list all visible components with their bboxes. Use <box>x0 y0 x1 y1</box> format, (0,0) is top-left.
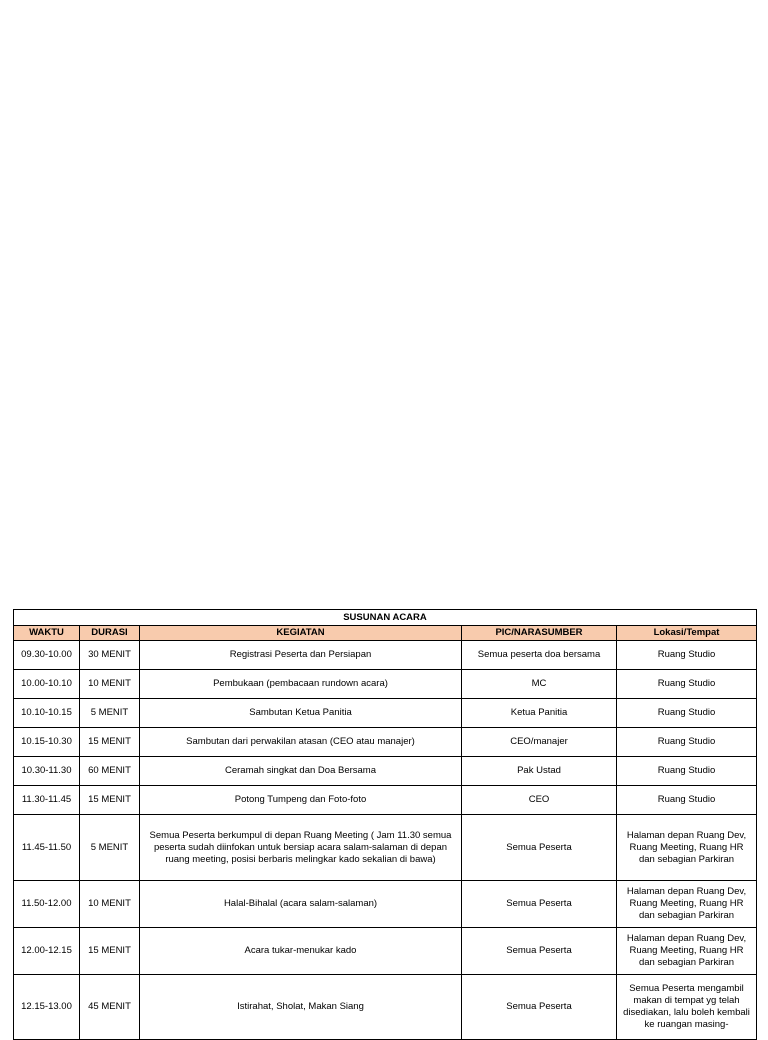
cell-durasi: 5 MENIT <box>80 699 140 728</box>
cell-pic: Semua Peserta <box>462 881 617 928</box>
cell-durasi: 15 MENIT <box>80 928 140 975</box>
cell-durasi: 5 MENIT <box>80 815 140 881</box>
table-row <box>14 728 757 757</box>
cell-kegiatan: Potong Tumpeng dan Foto-foto <box>140 786 462 815</box>
cell-waktu: 12.15-13.00 <box>14 975 80 1040</box>
cell-lokasi: Semua Peserta mengambil makan di tempat yg telah disediakan, lalu boleh kembali ke ruangan masing- <box>617 975 757 1040</box>
cell-durasi: 15 MENIT <box>80 728 140 757</box>
table-row <box>14 699 757 728</box>
cell-lokasi: Ruang Studio <box>617 641 757 670</box>
table-row <box>14 928 757 975</box>
schedule-table <box>13 609 757 1040</box>
cell-waktu: 09.30-10.00 <box>14 641 80 670</box>
header-waktu: WAKTU <box>14 626 80 641</box>
cell-waktu: 10.00-10.10 <box>14 670 80 699</box>
cell-kegiatan: Semua Peserta berkumpul di depan Ruang Meeting ( Jam 11.30 semua peserta sudah diinfokan untuk bersiap acara salam-salaman di depan ruang meeting, posisi berbaris melingkar kado sekalian di bawa) <box>140 815 462 881</box>
cell-pic: MC <box>462 670 617 699</box>
header-durasi: DURASI <box>80 626 140 641</box>
cell-waktu: 10.15-10.30 <box>14 728 80 757</box>
cell-lokasi: Ruang Studio <box>617 670 757 699</box>
cell-lokasi: Ruang Studio <box>617 786 757 815</box>
cell-kegiatan: Acara tukar-menukar kado <box>140 928 462 975</box>
cell-pic: Semua Peserta <box>462 815 617 881</box>
cell-durasi: 10 MENIT <box>80 881 140 928</box>
table-title-row <box>14 610 757 626</box>
cell-pic: Semua Peserta <box>462 928 617 975</box>
table-row <box>14 757 757 786</box>
table-row <box>14 670 757 699</box>
cell-kegiatan: Ceramah singkat dan Doa Bersama <box>140 757 462 786</box>
cell-durasi: 15 MENIT <box>80 786 140 815</box>
cell-durasi: 10 MENIT <box>80 670 140 699</box>
cell-lokasi: Ruang Studio <box>617 757 757 786</box>
table-title: SUSUNAN ACARA <box>14 610 757 626</box>
cell-lokasi: Ruang Studio <box>617 728 757 757</box>
cell-pic: Pak Ustad <box>462 757 617 786</box>
header-pic: PIC/NARASUMBER <box>462 626 617 641</box>
cell-lokasi: Halaman depan Ruang Dev, Ruang Meeting, Ruang HR dan sebagian Parkiran <box>617 815 757 881</box>
cell-waktu: 10.10-10.15 <box>14 699 80 728</box>
table-row <box>14 975 757 1040</box>
cell-kegiatan: Istirahat, Sholat, Makan Siang <box>140 975 462 1040</box>
table-header-row <box>14 626 757 641</box>
cell-pic: Semua Peserta <box>462 975 617 1040</box>
cell-waktu: 11.30-11.45 <box>14 786 80 815</box>
table-row <box>14 786 757 815</box>
table-row <box>14 815 757 881</box>
cell-pic: Semua peserta doa bersama <box>462 641 617 670</box>
cell-durasi: 30 MENIT <box>80 641 140 670</box>
cell-waktu: 11.45-11.50 <box>14 815 80 881</box>
cell-durasi: 60 MENIT <box>80 757 140 786</box>
cell-lokasi: Ruang Studio <box>617 699 757 728</box>
table-row <box>14 641 757 670</box>
cell-waktu: 10.30-11.30 <box>14 757 80 786</box>
header-kegiatan: KEGIATAN <box>140 626 462 641</box>
cell-lokasi: Halaman depan Ruang Dev, Ruang Meeting, Ruang HR dan sebagian Parkiran <box>617 881 757 928</box>
cell-kegiatan: Registrasi Peserta dan Persiapan <box>140 641 462 670</box>
cell-kegiatan: Pembukaan (pembacaan rundown acara) <box>140 670 462 699</box>
cell-pic: CEO <box>462 786 617 815</box>
cell-pic: Ketua Panitia <box>462 699 617 728</box>
cell-durasi: 45 MENIT <box>80 975 140 1040</box>
cell-pic: CEO/manajer <box>462 728 617 757</box>
cell-kegiatan: Sambutan Ketua Panitia <box>140 699 462 728</box>
cell-lokasi: Halaman depan Ruang Dev, Ruang Meeting, Ruang HR dan sebagian Parkiran <box>617 928 757 975</box>
cell-waktu: 11.50-12.00 <box>14 881 80 928</box>
schedule-sheet <box>13 609 756 1030</box>
cell-kegiatan: Sambutan dari perwakilan atasan (CEO atau manajer) <box>140 728 462 757</box>
cell-waktu: 12.00-12.15 <box>14 928 80 975</box>
header-lokasi: Lokasi/Tempat <box>617 626 757 641</box>
table-row <box>14 881 757 928</box>
cell-kegiatan: Halal-Bihalal (acara salam-salaman) <box>140 881 462 928</box>
